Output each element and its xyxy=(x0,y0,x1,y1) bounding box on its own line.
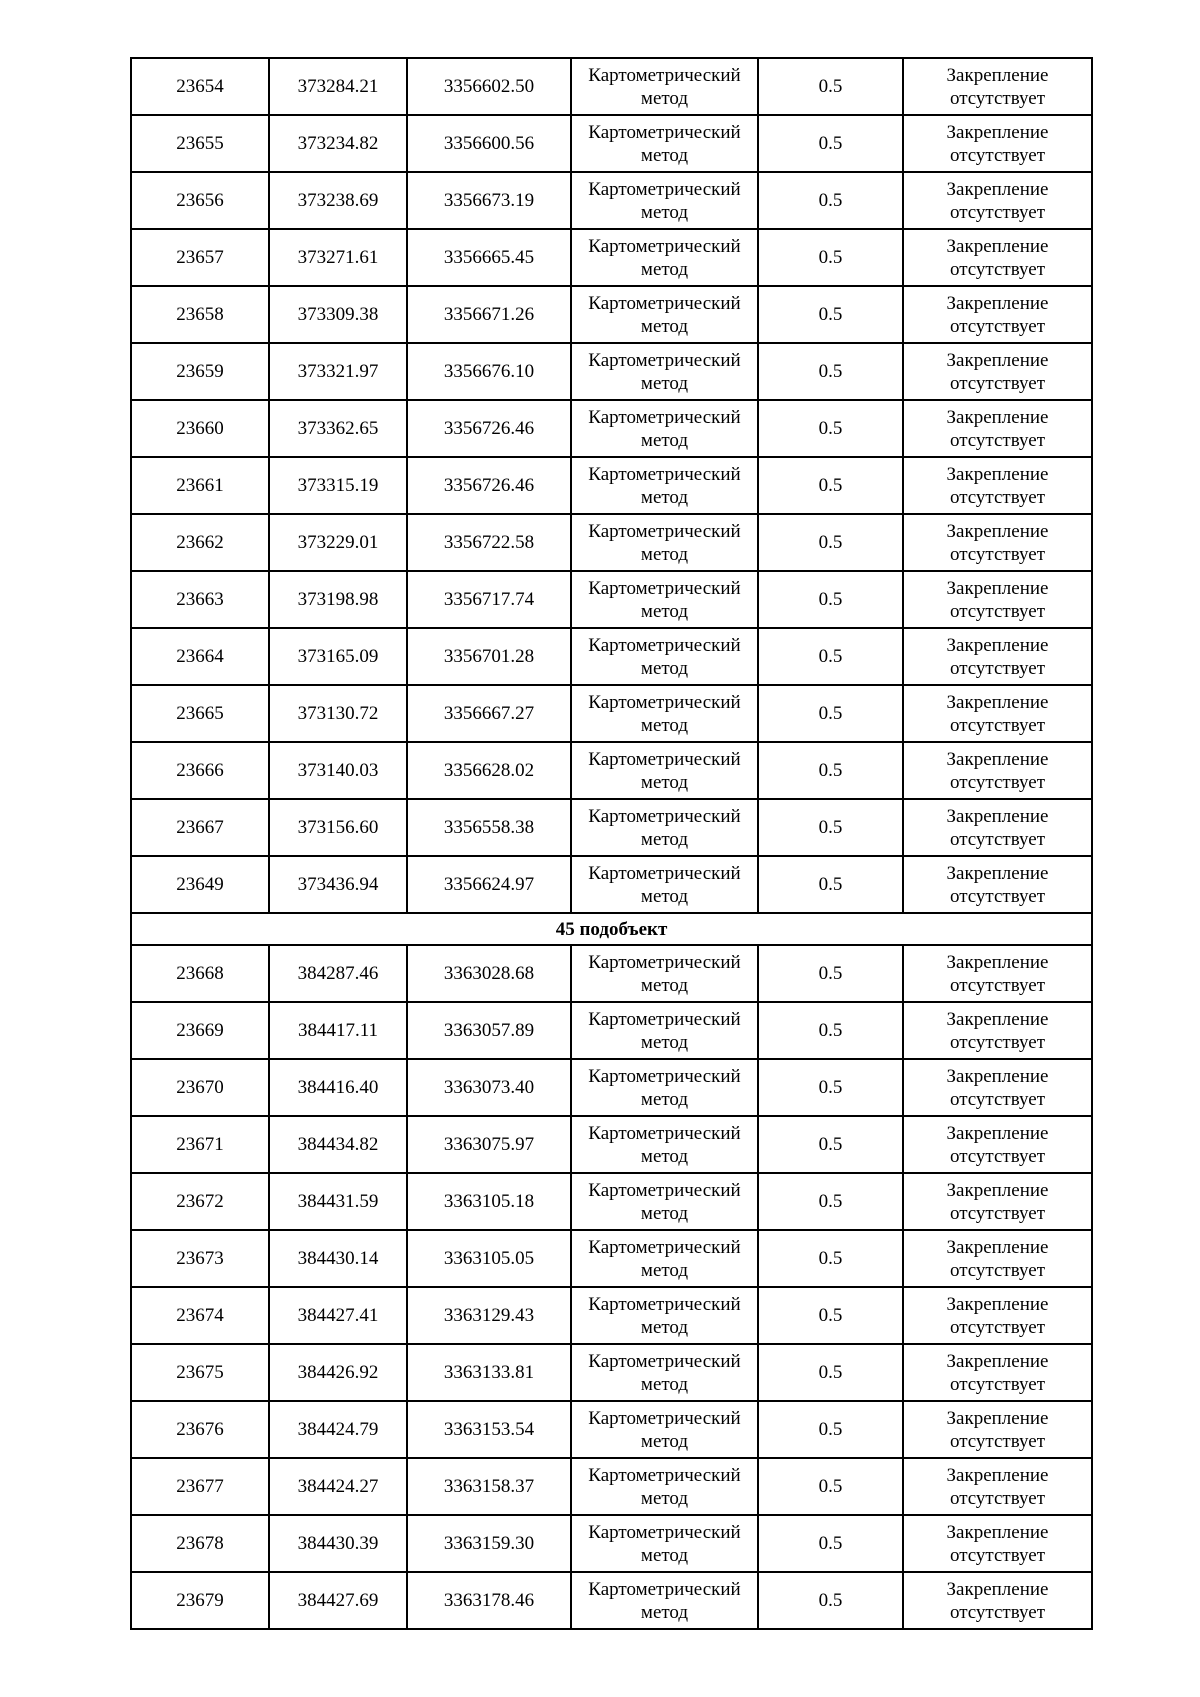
y-coordinate-cell: 3356600.56 xyxy=(407,115,571,172)
y-coordinate-cell: 3363028.68 xyxy=(407,945,571,1002)
fixing-description-cell: Закрепление отсутствует xyxy=(903,1287,1092,1344)
point-number-cell: 23676 xyxy=(131,1401,269,1458)
y-coordinate-cell: 3356673.19 xyxy=(407,172,571,229)
fixing-description-cell: Закрепление отсутствует xyxy=(903,1173,1092,1230)
point-number-cell: 23664 xyxy=(131,628,269,685)
y-coordinate-cell: 3363153.54 xyxy=(407,1401,571,1458)
point-number-cell: 23666 xyxy=(131,742,269,799)
x-coordinate-cell: 373271.61 xyxy=(269,229,407,286)
table-row xyxy=(131,286,1092,343)
table-row xyxy=(131,685,1092,742)
table-row xyxy=(131,742,1092,799)
section-heading-row xyxy=(131,913,1092,945)
table-row xyxy=(131,457,1092,514)
point-number-cell: 23671 xyxy=(131,1116,269,1173)
x-coordinate-cell: 384424.79 xyxy=(269,1401,407,1458)
point-number-cell: 23663 xyxy=(131,571,269,628)
y-coordinate-cell: 3363105.05 xyxy=(407,1230,571,1287)
fixing-description-cell: Закрепление отсутствует xyxy=(903,1572,1092,1629)
fixing-description-cell: Закрепление отсутствует xyxy=(903,457,1092,514)
point-number-cell: 23674 xyxy=(131,1287,269,1344)
table-row xyxy=(131,945,1092,1002)
point-number-cell: 23668 xyxy=(131,945,269,1002)
point-number-cell: 23678 xyxy=(131,1515,269,1572)
accuracy-cell: 0.5 xyxy=(758,457,903,514)
x-coordinate-cell: 373321.97 xyxy=(269,343,407,400)
x-coordinate-cell: 373156.60 xyxy=(269,799,407,856)
method-cell: Картометрический метод xyxy=(571,229,758,286)
method-cell: Картометрический метод xyxy=(571,115,758,172)
y-coordinate-cell: 3363057.89 xyxy=(407,1002,571,1059)
point-number-cell: 23675 xyxy=(131,1344,269,1401)
fixing-description-cell: Закрепление отсутствует xyxy=(903,571,1092,628)
point-number-cell: 23649 xyxy=(131,856,269,913)
x-coordinate-cell: 373140.03 xyxy=(269,742,407,799)
method-cell: Картометрический метод xyxy=(571,343,758,400)
accuracy-cell: 0.5 xyxy=(758,58,903,115)
accuracy-cell: 0.5 xyxy=(758,571,903,628)
y-coordinate-cell: 3363105.18 xyxy=(407,1173,571,1230)
fixing-description-cell: Закрепление отсутствует xyxy=(903,1401,1092,1458)
method-cell: Картометрический метод xyxy=(571,1515,758,1572)
table-row xyxy=(131,628,1092,685)
fixing-description-cell: Закрепление отсутствует xyxy=(903,1002,1092,1059)
method-cell: Картометрический метод xyxy=(571,856,758,913)
method-cell: Картометрический метод xyxy=(571,1344,758,1401)
point-number-cell: 23677 xyxy=(131,1458,269,1515)
x-coordinate-cell: 373229.01 xyxy=(269,514,407,571)
table-row xyxy=(131,1515,1092,1572)
method-cell: Картометрический метод xyxy=(571,58,758,115)
fixing-description-cell: Закрепление отсутствует xyxy=(903,1059,1092,1116)
x-coordinate-cell: 384427.69 xyxy=(269,1572,407,1629)
point-number-cell: 23662 xyxy=(131,514,269,571)
fixing-description-cell: Закрепление отсутствует xyxy=(903,343,1092,400)
point-number-cell: 23660 xyxy=(131,400,269,457)
method-cell: Картометрический метод xyxy=(571,945,758,1002)
table-row xyxy=(131,1344,1092,1401)
point-number-cell: 23661 xyxy=(131,457,269,514)
point-number-cell: 23654 xyxy=(131,58,269,115)
fixing-description-cell: Закрепление отсутствует xyxy=(903,685,1092,742)
point-number-cell: 23655 xyxy=(131,115,269,172)
fixing-description-cell: Закрепление отсутствует xyxy=(903,742,1092,799)
accuracy-cell: 0.5 xyxy=(758,1515,903,1572)
y-coordinate-cell: 3363075.97 xyxy=(407,1116,571,1173)
fixing-description-cell: Закрепление отсутствует xyxy=(903,1515,1092,1572)
method-cell: Картометрический метод xyxy=(571,685,758,742)
accuracy-cell: 0.5 xyxy=(758,1173,903,1230)
fixing-description-cell: Закрепление отсутствует xyxy=(903,799,1092,856)
y-coordinate-cell: 3356701.28 xyxy=(407,628,571,685)
x-coordinate-cell: 384416.40 xyxy=(269,1059,407,1116)
accuracy-cell: 0.5 xyxy=(758,1059,903,1116)
accuracy-cell: 0.5 xyxy=(758,400,903,457)
point-number-cell: 23672 xyxy=(131,1173,269,1230)
accuracy-cell: 0.5 xyxy=(758,343,903,400)
x-coordinate-cell: 373284.21 xyxy=(269,58,407,115)
fixing-description-cell: Закрепление отсутствует xyxy=(903,172,1092,229)
fixing-description-cell: Закрепление отсутствует xyxy=(903,115,1092,172)
y-coordinate-cell: 3356624.97 xyxy=(407,856,571,913)
fixing-description-cell: Закрепление отсутствует xyxy=(903,856,1092,913)
point-number-cell: 23679 xyxy=(131,1572,269,1629)
point-number-cell: 23657 xyxy=(131,229,269,286)
y-coordinate-cell: 3356628.02 xyxy=(407,742,571,799)
fixing-description-cell: Закрепление отсутствует xyxy=(903,945,1092,1002)
y-coordinate-cell: 3356602.50 xyxy=(407,58,571,115)
method-cell: Картометрический метод xyxy=(571,742,758,799)
y-coordinate-cell: 3363129.43 xyxy=(407,1287,571,1344)
method-cell: Картометрический метод xyxy=(571,1401,758,1458)
x-coordinate-cell: 384287.46 xyxy=(269,945,407,1002)
method-cell: Картометрический метод xyxy=(571,514,758,571)
method-cell: Картометрический метод xyxy=(571,1002,758,1059)
accuracy-cell: 0.5 xyxy=(758,286,903,343)
section-heading: 45 подобъект xyxy=(131,913,1092,945)
method-cell: Картометрический метод xyxy=(571,571,758,628)
point-number-cell: 23670 xyxy=(131,1059,269,1116)
table-row xyxy=(131,1230,1092,1287)
x-coordinate-cell: 373165.09 xyxy=(269,628,407,685)
table-row xyxy=(131,571,1092,628)
method-cell: Картометрический метод xyxy=(571,457,758,514)
point-number-cell: 23659 xyxy=(131,343,269,400)
x-coordinate-cell: 373234.82 xyxy=(269,115,407,172)
table-row xyxy=(131,1572,1092,1629)
table-row xyxy=(131,400,1092,457)
y-coordinate-cell: 3356722.58 xyxy=(407,514,571,571)
table-row xyxy=(131,1059,1092,1116)
accuracy-cell: 0.5 xyxy=(758,856,903,913)
table-row xyxy=(131,343,1092,400)
point-number-cell: 23669 xyxy=(131,1002,269,1059)
method-cell: Картометрический метод xyxy=(571,1173,758,1230)
y-coordinate-cell: 3363178.46 xyxy=(407,1572,571,1629)
accuracy-cell: 0.5 xyxy=(758,628,903,685)
x-coordinate-cell: 373238.69 xyxy=(269,172,407,229)
fixing-description-cell: Закрепление отсутствует xyxy=(903,1344,1092,1401)
table-row xyxy=(131,115,1092,172)
x-coordinate-cell: 384434.82 xyxy=(269,1116,407,1173)
x-coordinate-cell: 373309.38 xyxy=(269,286,407,343)
point-number-cell: 23667 xyxy=(131,799,269,856)
y-coordinate-cell: 3356717.74 xyxy=(407,571,571,628)
point-number-cell: 23656 xyxy=(131,172,269,229)
table-row xyxy=(131,856,1092,913)
x-coordinate-cell: 373130.72 xyxy=(269,685,407,742)
method-cell: Картометрический метод xyxy=(571,1059,758,1116)
x-coordinate-cell: 384430.14 xyxy=(269,1230,407,1287)
accuracy-cell: 0.5 xyxy=(758,799,903,856)
accuracy-cell: 0.5 xyxy=(758,742,903,799)
table-row xyxy=(131,1458,1092,1515)
table-row xyxy=(131,58,1092,115)
method-cell: Картометрический метод xyxy=(571,1116,758,1173)
fixing-description-cell: Закрепление отсутствует xyxy=(903,1458,1092,1515)
accuracy-cell: 0.5 xyxy=(758,1287,903,1344)
accuracy-cell: 0.5 xyxy=(758,945,903,1002)
x-coordinate-cell: 373198.98 xyxy=(269,571,407,628)
method-cell: Картометрический метод xyxy=(571,1287,758,1344)
fixing-description-cell: Закрепление отсутствует xyxy=(903,1116,1092,1173)
accuracy-cell: 0.5 xyxy=(758,1116,903,1173)
table-row xyxy=(131,1287,1092,1344)
method-cell: Картометрический метод xyxy=(571,1458,758,1515)
method-cell: Картометрический метод xyxy=(571,286,758,343)
x-coordinate-cell: 384430.39 xyxy=(269,1515,407,1572)
y-coordinate-cell: 3356667.27 xyxy=(407,685,571,742)
accuracy-cell: 0.5 xyxy=(758,1572,903,1629)
accuracy-cell: 0.5 xyxy=(758,1230,903,1287)
y-coordinate-cell: 3356671.26 xyxy=(407,286,571,343)
method-cell: Картометрический метод xyxy=(571,1230,758,1287)
accuracy-cell: 0.5 xyxy=(758,1458,903,1515)
x-coordinate-cell: 384426.92 xyxy=(269,1344,407,1401)
fixing-description-cell: Закрепление отсутствует xyxy=(903,286,1092,343)
table-row xyxy=(131,1173,1092,1230)
y-coordinate-cell: 3363133.81 xyxy=(407,1344,571,1401)
method-cell: Картометрический метод xyxy=(571,172,758,229)
method-cell: Картометрический метод xyxy=(571,799,758,856)
fixing-description-cell: Закрепление отсутствует xyxy=(903,400,1092,457)
accuracy-cell: 0.5 xyxy=(758,115,903,172)
y-coordinate-cell: 3356676.10 xyxy=(407,343,571,400)
table-row xyxy=(131,1401,1092,1458)
point-number-cell: 23673 xyxy=(131,1230,269,1287)
y-coordinate-cell: 3363159.30 xyxy=(407,1515,571,1572)
x-coordinate-cell: 373362.65 xyxy=(269,400,407,457)
table-row xyxy=(131,514,1092,571)
method-cell: Картометрический метод xyxy=(571,1572,758,1629)
x-coordinate-cell: 384427.41 xyxy=(269,1287,407,1344)
fixing-description-cell: Закрепление отсутствует xyxy=(903,628,1092,685)
accuracy-cell: 0.5 xyxy=(758,229,903,286)
fixing-description-cell: Закрепление отсутствует xyxy=(903,1230,1092,1287)
accuracy-cell: 0.5 xyxy=(758,1344,903,1401)
y-coordinate-cell: 3356558.38 xyxy=(407,799,571,856)
table-row xyxy=(131,799,1092,856)
y-coordinate-cell: 3363073.40 xyxy=(407,1059,571,1116)
x-coordinate-cell: 384417.11 xyxy=(269,1002,407,1059)
y-coordinate-cell: 3363158.37 xyxy=(407,1458,571,1515)
method-cell: Картометрический метод xyxy=(571,628,758,685)
accuracy-cell: 0.5 xyxy=(758,514,903,571)
accuracy-cell: 0.5 xyxy=(758,1002,903,1059)
accuracy-cell: 0.5 xyxy=(758,1401,903,1458)
x-coordinate-cell: 384424.27 xyxy=(269,1458,407,1515)
coordinates-table xyxy=(130,57,1093,1630)
y-coordinate-cell: 3356726.46 xyxy=(407,457,571,514)
table-body xyxy=(131,58,1092,1629)
accuracy-cell: 0.5 xyxy=(758,172,903,229)
x-coordinate-cell: 384431.59 xyxy=(269,1173,407,1230)
fixing-description-cell: Закрепление отсутствует xyxy=(903,58,1092,115)
x-coordinate-cell: 373436.94 xyxy=(269,856,407,913)
y-coordinate-cell: 3356726.46 xyxy=(407,400,571,457)
fixing-description-cell: Закрепление отсутствует xyxy=(903,514,1092,571)
fixing-description-cell: Закрепление отсутствует xyxy=(903,229,1092,286)
table-row xyxy=(131,1116,1092,1173)
point-number-cell: 23665 xyxy=(131,685,269,742)
method-cell: Картометрический метод xyxy=(571,400,758,457)
point-number-cell: 23658 xyxy=(131,286,269,343)
table-row xyxy=(131,229,1092,286)
accuracy-cell: 0.5 xyxy=(758,685,903,742)
table-row xyxy=(131,1002,1092,1059)
y-coordinate-cell: 3356665.45 xyxy=(407,229,571,286)
x-coordinate-cell: 373315.19 xyxy=(269,457,407,514)
table-row xyxy=(131,172,1092,229)
